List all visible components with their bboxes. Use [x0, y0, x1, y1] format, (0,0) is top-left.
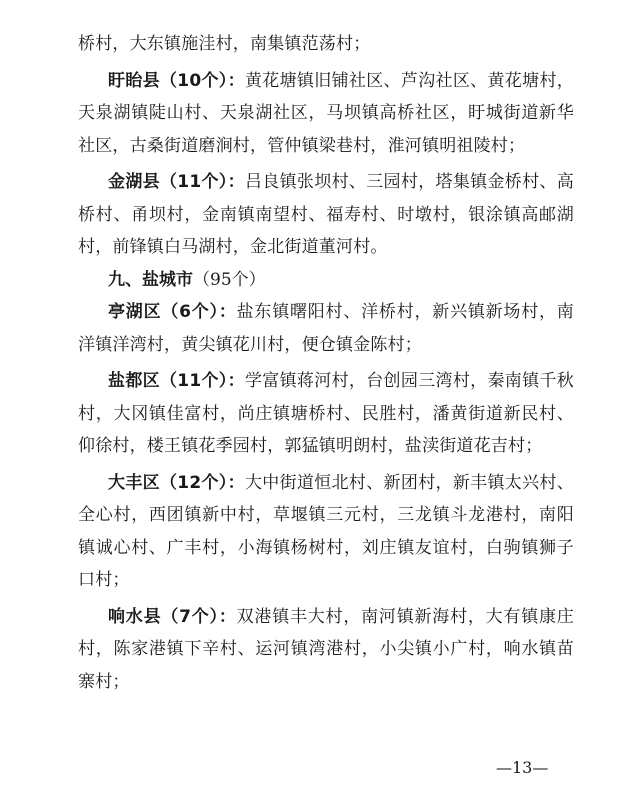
- document-body: [78, 28, 574, 698]
- county-villages: 吕良镇张坝村、三园村，塔集镇金桥村、高桥村、甬坝村，金南镇南望村、福寿村、时墩村，银涂镇高邮湖村，前锋镇白马湖村，金北街道董河村。: [78, 172, 574, 257]
- county-villages: 大中街道恒北村、新团村，新丰镇太兴村、全心村，西团镇新中村，草堰镇三元村，三龙镇斗龙港村，南阳镇诚心村、广丰村，小海镇杨树村，刘庄镇友谊村，白驹镇狮子口村；: [78, 472, 574, 590]
- page-number: —13—: [496, 758, 549, 777]
- county-paragraph-jinhu: [78, 166, 574, 264]
- county-paragraph-yandu: [78, 365, 574, 463]
- county-villages: 双港镇丰大村，南河镇新海村，大有镇康庄村，陈家港镇下辛村、运河镇湾港村，小尖镇小广村，响水镇苗寨村；: [78, 606, 574, 692]
- county-name: 盱眙县（10个）：: [108, 70, 245, 91]
- county-paragraph-dafeng: [78, 467, 574, 597]
- county-name: 亭湖区（6个）：: [108, 302, 237, 322]
- county-villages: 盐东镇曙阳村、洋桥村，新兴镇新场村，南洋镇洋湾村，黄尖镇花川村，便仓镇金陈村；: [78, 302, 574, 355]
- county-villages: 黄花塘镇旧铺社区、芦沟社区、黄花塘村，天泉湖镇陡山村、天泉湖社区，马坝镇高桥社区，盱城街道新华社区，古桑街道磨涧村，管仲镇梁巷村，淮河镇明祖陵村；: [78, 70, 574, 156]
- county-paragraph-tinghu: [78, 296, 574, 361]
- county-name: 响水县（7个）：: [108, 606, 237, 627]
- county-paragraph-xuyi: [78, 65, 574, 163]
- city-count: （95个）: [193, 269, 266, 290]
- city-name: 九、盐城市: [108, 269, 193, 290]
- county-name: 金湖县（11个）：: [108, 172, 245, 192]
- city-heading: [78, 264, 574, 297]
- county-name: 盐都区（11个）：: [108, 371, 245, 391]
- continuation-paragraph: 桥村，大东镇施洼村，南集镇范荡村；: [78, 34, 371, 54]
- county-name: 大丰区（12个）：: [108, 472, 245, 493]
- county-paragraph-xiangshui: [78, 601, 574, 699]
- county-villages: 学富镇蒋河村，台创园三湾村，秦南镇千秋村，大冈镇佳富村，尚庄镇塘桥村、民胜村，潘黄街道新民村、仰徐村，楼王镇花季园村，郭猛镇明朗村，盐渎街道花吉村；: [78, 371, 574, 456]
